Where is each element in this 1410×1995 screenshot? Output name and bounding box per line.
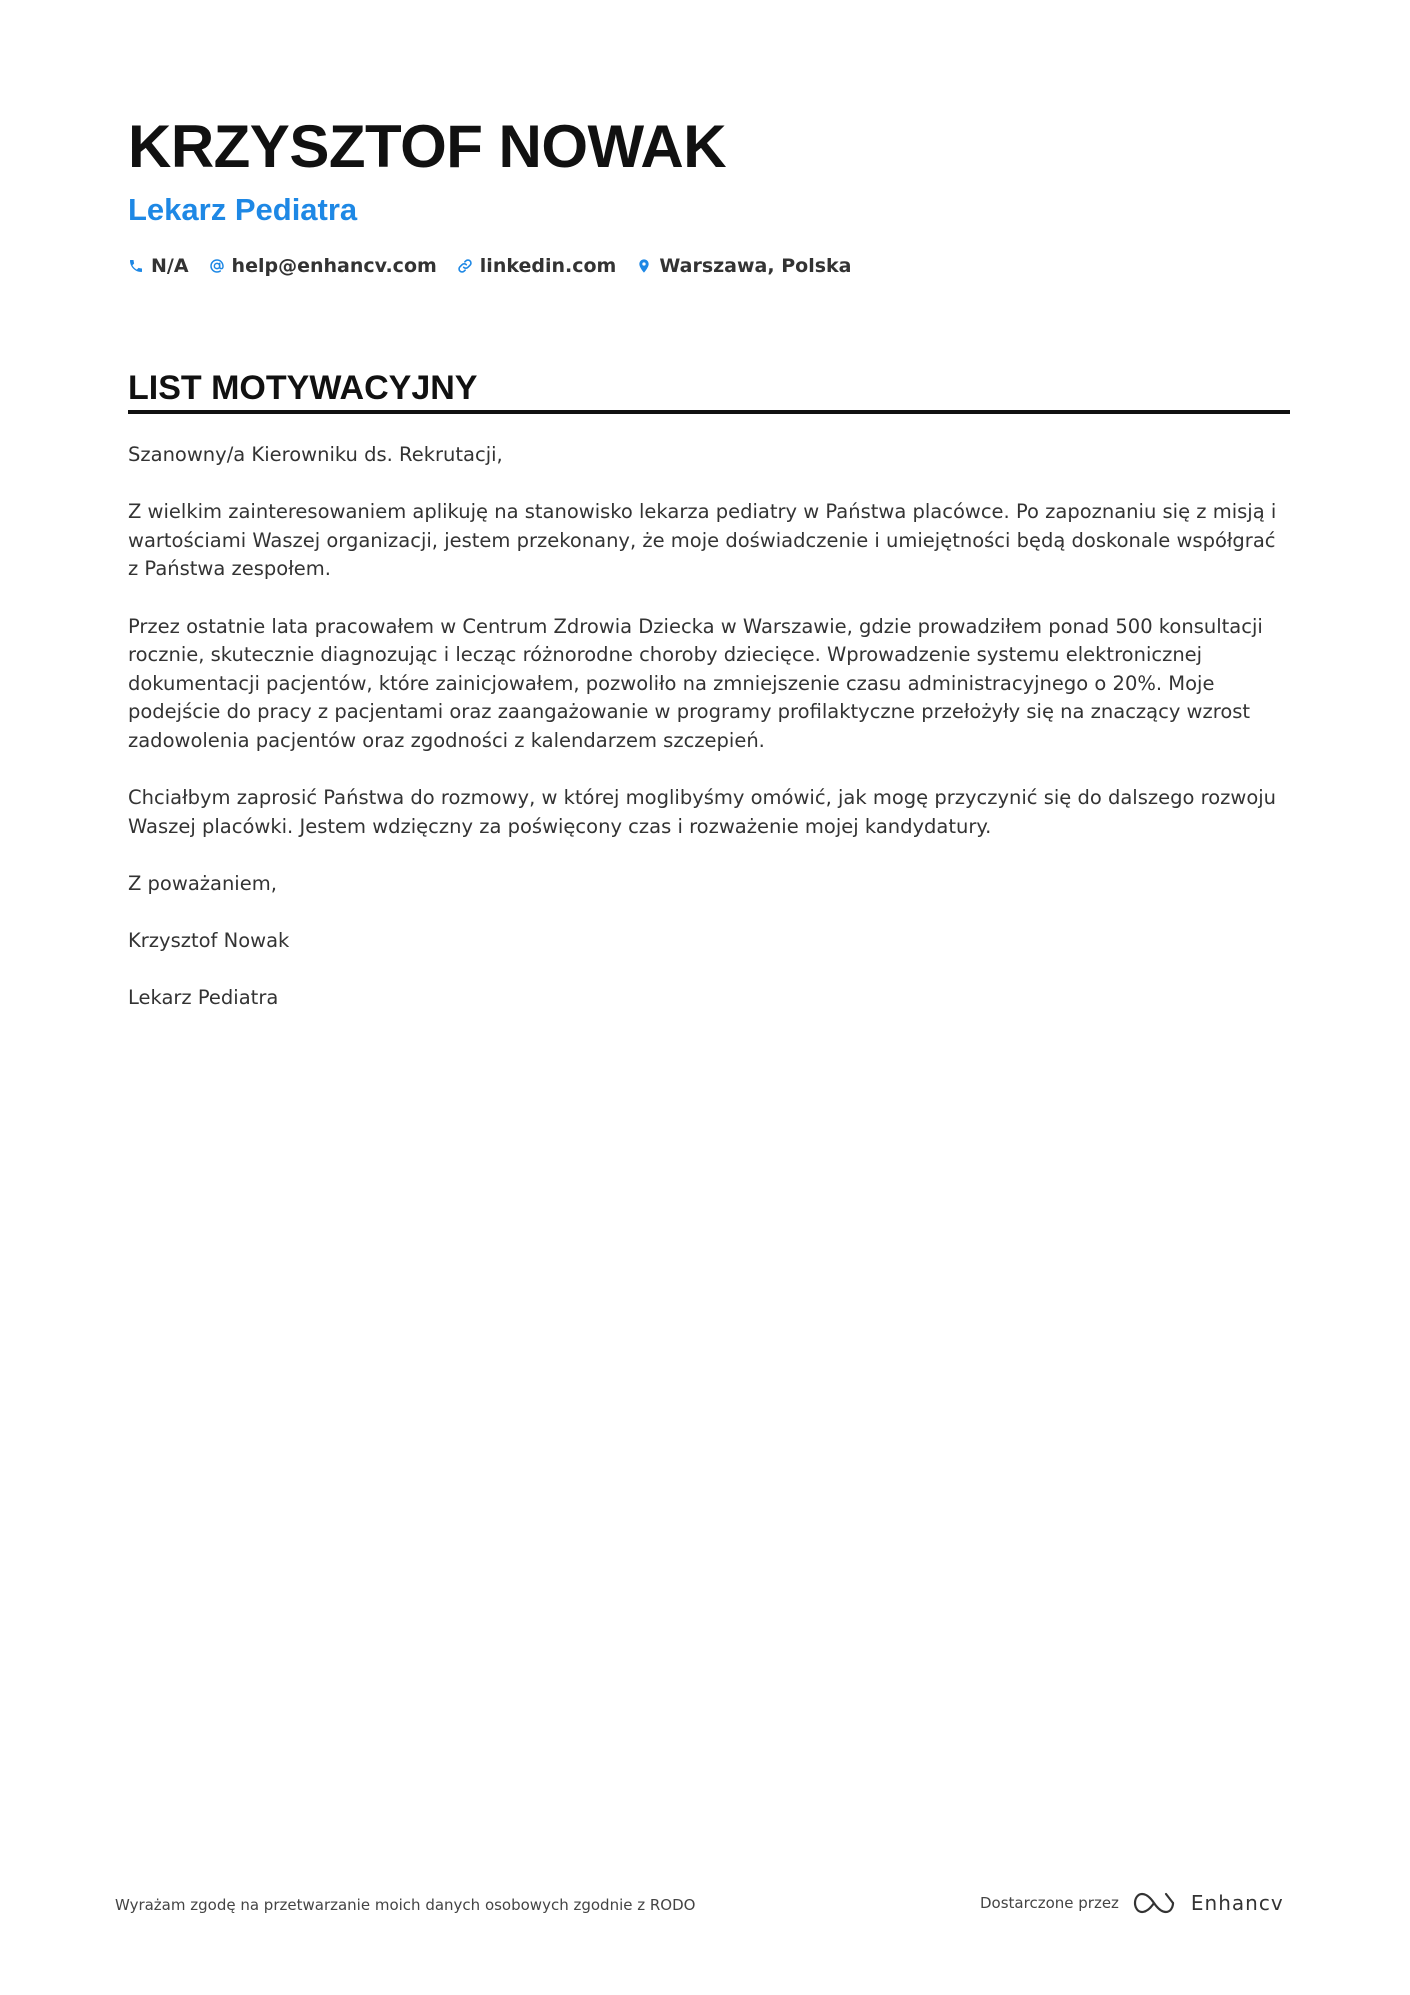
contact-bar <box>128 255 871 277</box>
location-pin-icon <box>636 258 652 274</box>
contact-linkedin-text[interactable]: linkedin.com <box>479 255 617 277</box>
candidate-role: Lekarz Pediatra <box>128 192 358 227</box>
phone-icon <box>128 258 144 274</box>
contact-phone-text: N/A <box>151 255 189 277</box>
letter-paragraph: Z wielkim zainteresowaniem aplikuję na stanowisko lekarza pediatry w Państwa placówce. Po zapoznaniu się z misją i wartościami Waszej organizacji, jestem przekonany, że moje doświadczenie i umiejętności będą doskonale współgrać z Państwa zespołem. <box>128 500 1277 581</box>
enhancv-brand-name[interactable]: Enhancv <box>1190 1891 1284 1915</box>
at-icon <box>209 258 225 274</box>
enhancv-logo-icon <box>1131 1890 1177 1916</box>
section-divider <box>128 410 1290 414</box>
candidate-name: KRZYSZTOF NOWAK <box>128 113 727 180</box>
contact-location <box>636 255 851 277</box>
letter-signature-role: Lekarz Pediatra <box>128 986 279 1010</box>
letter-paragraph: Przez ostatnie lata pracowałem w Centrum Zdrowia Dziecka w Warszawie, gdzie prowadziłem ponad 500 konsultacji rocznie, skutecznie diagnozując i lecząc różnorodne choroby dziecięce. Wprowadzenie systemu elektronicznej dokumentacji pacjentów, które zainicjowałem, pozwoliło na zmniejszenie czasu administracyjnego o 20%. Moje podejście do pracy z pacjentami oraz zaangażowanie w programy profilaktyczne przełożyły się na znaczący wzrost zadowolenia pacjentów oraz zgodności z kalendarzem szczepień. <box>128 614 1263 752</box>
contact-linkedin[interactable] <box>457 255 617 277</box>
section-title: LIST MOTYWACYJNY <box>128 369 478 407</box>
powered-by[interactable] <box>980 1890 1284 1916</box>
letter-salutation: Szanowny/a Kierowniku ds. Rekrutacji, <box>128 443 503 466</box>
contact-email[interactable] <box>209 255 437 277</box>
contact-location-text: Warszawa, Polska <box>659 255 852 277</box>
contact-email-text[interactable]: help@enhancv.com <box>231 255 437 277</box>
link-icon <box>457 258 473 274</box>
contact-phone <box>128 255 189 277</box>
letter-closing: Z poważaniem, <box>128 871 277 895</box>
letter-body <box>128 441 1290 1041</box>
letter-signature-name: Krzysztof Nowak <box>128 929 290 953</box>
gdpr-consent: Wyrażam zgodę na przetwarzanie moich danych osobowych zgodnie z RODO <box>115 1896 696 1914</box>
letter-paragraph: Chciałbym zaprosić Państwa do rozmowy, w której moglibyśmy omówić, jak mogę przyczynić się do dalszego rozwoju Waszej placówki. Jestem wdzięczny za poświęcony czas i rozważenie mojej kandydatury. <box>128 786 1277 838</box>
powered-by-label: Dostarczone przez <box>980 1894 1119 1912</box>
